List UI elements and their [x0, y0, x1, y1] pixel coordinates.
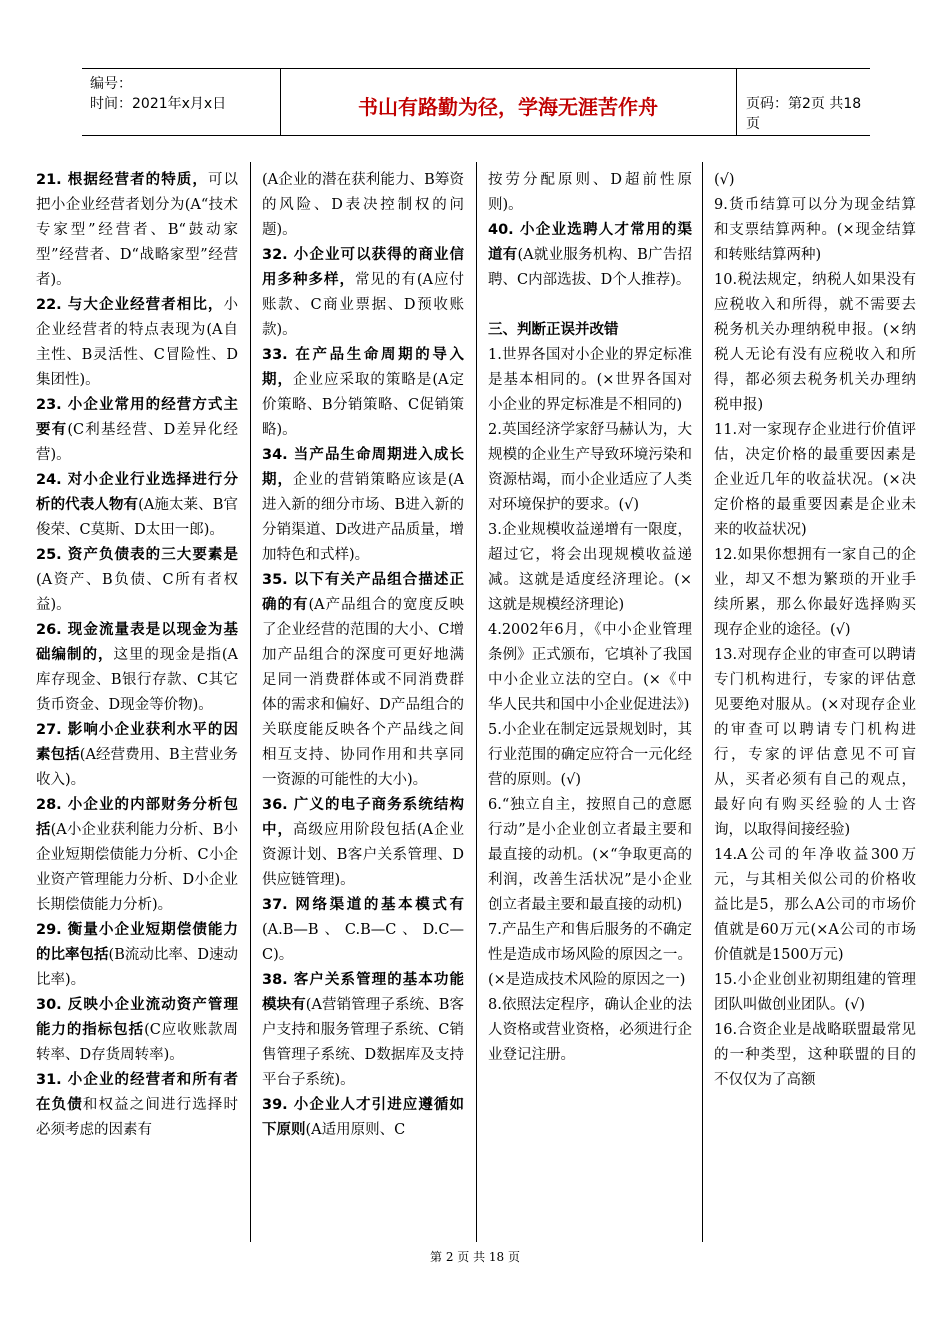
question-item [714, 843, 916, 968]
item-text: 7.产品生产和售后服务的不确定性是造成市场风险的原因之一。(×是造成技术风险的原因之一) [488, 922, 692, 988]
question-item [36, 293, 238, 393]
item-text: (A营销管理子系统、B客户支持和服务管理子系统、C销售管理子系统、D数据库及支持平台子系统)。 [262, 997, 464, 1088]
section-heading [488, 318, 692, 343]
question-item [488, 918, 692, 993]
item-text: 和权益之间进行选择时必须考虑的因素有 [36, 1097, 238, 1138]
question-item [488, 618, 692, 718]
question-item [36, 993, 238, 1068]
item-text: 12.如果你想拥有一家自己的企业，却又不想为繁琐的开业手续所累，那么你最好选择购买现存企业的途径。(√) [714, 547, 916, 638]
item-stem: 26. 现金流量表是以现金为基础编制的， [36, 622, 238, 663]
item-text: (C利基经营、D差异化经营)。 [36, 422, 238, 463]
text-column-2 [262, 168, 464, 1248]
item-text: 6.“独立自主，按照自己的意愿行动”是小企业创立者最主要和最直接的动机。(×“争取更高的利润，改善生活状况”是小企业创立者最主要和最直接的动机) [488, 797, 692, 913]
question-item [714, 543, 916, 643]
item-stem: 37. 网络渠道的基本模式有 [262, 897, 464, 913]
item-stem: 32. 小企业可以获得的商业信用多种多样， [262, 247, 464, 288]
item-text: (A适用原则、C [305, 1122, 406, 1138]
item-text: 1.世界各国对小企业的界定标准是基本相同的。(×世界各国对小企业的界定标准是不相同的) [488, 347, 692, 413]
column-divider [250, 162, 251, 1242]
question-item [36, 618, 238, 718]
item-text: 2.英国经济学家舒马赫认为，大规模的企业生产导致环境污染和资源枯竭，而小企业适应了人类对环境保护的要求。(√) [488, 422, 692, 513]
item-text: 13.对现存企业的审查可以聘请专门机构进行，专家的评估意见要绝对服从。(×对现存企业的审查可以聘请专门机构进行，专家的评估意见不可盲从，买者必须有自己的观点，最好向有购买经验的人士咨询，以取得间接经验) [714, 647, 916, 838]
question-item [36, 718, 238, 793]
question-item [36, 168, 238, 293]
item-text: (A施太莱、B官俊荣、C莫斯、D太田一郎)。 [36, 497, 238, 538]
item-text: (A.B—B、C.B—C、D.C—C)。 [262, 922, 464, 963]
question-item [36, 793, 238, 918]
question-item [262, 343, 464, 443]
item-stem: 34. 当产品生命周期进入成长期， [262, 447, 464, 488]
item-text: (√) [714, 172, 735, 188]
item-stem: 29. 衡量小企业短期偿债能力的比率包括 [36, 922, 238, 963]
item-text: (A资产、B负债、C所有者权益)。 [36, 572, 238, 613]
item-text: 小企业经营者的特点表现为(A自主性、B灵活性、C冒险性、D集团性)。 [36, 297, 238, 388]
question-item [262, 168, 464, 243]
question-item [488, 518, 692, 618]
item-text: 8.依照法定程序，确认企业的法人资格或营业资格，必须进行企业登记注册。 [488, 997, 692, 1063]
item-stem: 23. 小企业常用的经营方式主要有 [36, 397, 238, 438]
item-text: (A经营费用、B主营业务收入)。 [36, 747, 238, 788]
page-header [82, 68, 870, 136]
question-item [36, 543, 238, 618]
document-number: 编号： [90, 76, 132, 92]
text-column-1 [36, 168, 238, 1248]
item-text: 常见的有(A应付账款、C商业票据、D预收账款)。 [262, 272, 464, 338]
question-item [262, 893, 464, 968]
item-stem: 38. 客户关系管理的基本功能模块有 [262, 972, 464, 1013]
item-text: (C应收账款周转率、D存货周转率)。 [36, 1022, 238, 1063]
header-motto-cell [280, 69, 737, 135]
question-item [714, 643, 916, 843]
item-text: (A企业的潜在获利能力、B筹资的风险、D表决控制权的问题)。 [262, 172, 464, 238]
item-text: 4.2002年6月，《中小企业管理条例》正式颁布，它填补了我国中小企业立法的空白。(×《中华人民共和国中小企业促进法》) [488, 622, 692, 713]
item-stem: 31. 小企业的经营者和所有者在负债 [36, 1072, 238, 1113]
question-item [714, 1018, 916, 1093]
document-date: 时间：2021年x月x日 [90, 96, 227, 112]
question-item [714, 193, 916, 268]
item-text: 9.货币结算可以分为现金结算和支票结算两种。(×现金结算和转账结算两种) [714, 197, 916, 263]
item-text: 10.税法规定，纳税人如果没有应税收入和所得，就不需要去税务机关办理纳税申报。(×纳税人无论有没有应税收入和所得，都必须去税务机关办理纳税申报) [714, 272, 916, 413]
item-text: 按劳分配原则、D超前性原则)。 [488, 172, 692, 213]
question-item [714, 168, 916, 193]
item-stem: 25. 资产负债表的三大要素是 [36, 547, 238, 563]
question-item [488, 418, 692, 518]
item-stem: 35. 以下有关产品组合描述正确的有 [262, 572, 464, 613]
question-item [488, 293, 692, 318]
page-footer: 第 2 页 共 18 页 [430, 1250, 520, 1264]
question-item [488, 793, 692, 918]
column-divider [702, 162, 703, 1242]
item-text: (A产品组合的宽度反映了企业经营的范围的大小、C增加产品组合的深度可更好地满足同一消费群体或不同消费群体的需求和偏好、D产品组合的关联度能反映各个产品线之间相互支持、协同作用和共享同一资源的可能性的大小)。 [262, 597, 464, 788]
item-text: 高级应用阶段包括(A企业资源计划、B客户关系管理、D供应链管理)。 [262, 822, 464, 888]
item-text: 11.对一家现存企业进行价值评估，决定价格的最重要因素是企业近几年的收益状况。(×决定价格的最重要因素是企业未来的收益状况) [714, 422, 916, 538]
question-item [36, 918, 238, 993]
item-text: 5.小企业在制定远景规划时，其行业范围的确定应符合一元化经营的原则。(√) [488, 722, 692, 788]
item-stem: 40. 小企业选聘人才常用的渠道有 [488, 222, 692, 263]
item-text: (B流动比率、D速动比率)。 [36, 947, 238, 988]
item-text: 这里的现金是指(A库存现金、B银行存款、C其它货币资金、D现金等价物)。 [36, 647, 238, 713]
item-stem: 24. 对小企业行业选择进行分析的代表人物有 [36, 472, 238, 513]
item-text: 可以把小企业经营者划分为(A“技术专家型”经营者、B“鼓动家型”经营者、D“战略家型”经营者)。 [36, 172, 238, 288]
item-text: 企业的营销策略应该是(A进入新的细分市场、B进入新的分销渠道、D改进产品质量，增加特色和式样)。 [262, 472, 464, 563]
text-column-4 [714, 168, 916, 1248]
question-item [36, 1068, 238, 1143]
question-item [262, 793, 464, 893]
header-page-cell [736, 69, 870, 135]
question-item [36, 393, 238, 468]
question-item [714, 418, 916, 543]
question-item [36, 468, 238, 543]
item-text: 14.A公司的年净收益300万元，与其相关似公司的价格收益比是5，那么A公司的市场价值就是60万元(×A公司的市场价值就是1500万元) [714, 847, 916, 963]
header-motto: 书山有路勤为径，学海无涯苦作舟 [358, 95, 658, 119]
item-stem: 27. 影响小企业获利水平的因素包括 [36, 722, 238, 763]
question-item [262, 568, 464, 793]
question-item [488, 993, 692, 1068]
item-stem: 39. 小企业人才引进应遵循如下原则 [262, 1097, 464, 1138]
column-divider [476, 162, 477, 1242]
question-item [262, 243, 464, 343]
item-text: 企业应采取的策略是(A定价策略、B分销策略、C促销策略)。 [262, 372, 464, 438]
header-page-info: 页码：第2页 共18页 [746, 96, 862, 132]
item-text: 15.小企业创业初期组建的管理团队叫做创业团队。(√) [714, 972, 916, 1013]
question-item [488, 718, 692, 793]
item-stem: 28. 小企业的内部财务分析包括 [36, 797, 238, 838]
question-item [488, 218, 692, 293]
item-stem: 三、判断正误并改错 [488, 322, 619, 338]
item-text: 3.企业规模收益递增有一限度，超过它，将会出现规模收益递减。这就是适度经济理论。(×这就是规模经济理论) [488, 522, 692, 613]
text-column-3 [488, 168, 692, 1248]
question-item [714, 268, 916, 418]
question-item [262, 1093, 464, 1143]
item-text: (A就业服务机构、B广告招聘、C内部选拔、D个人推荐)。 [488, 247, 692, 288]
question-item [714, 968, 916, 1018]
question-item [488, 168, 692, 218]
item-stem: 22. 与大企业经营者相比， [36, 297, 224, 313]
item-text: (A小企业获利能力分析、B小企业短期偿债能力分析、C小企业资产管理能力分析、D小企业长期偿债能力分析)。 [36, 822, 238, 913]
item-stem: 30. 反映小企业流动资产管理能力的指标包括 [36, 997, 238, 1038]
question-item [262, 443, 464, 568]
header-meta [82, 69, 281, 135]
item-stem: 21. 根据经营者的特质， [36, 172, 208, 188]
item-stem: 33. 在产品生命周期的导入期， [262, 347, 464, 388]
question-item [262, 968, 464, 1093]
question-item [488, 343, 692, 418]
item-text: 16.合资企业是战略联盟最常见的一种类型，这种联盟的目的不仅仅为了高额 [714, 1022, 916, 1088]
item-stem: 36. 广义的电子商务系统结构中， [262, 797, 464, 838]
